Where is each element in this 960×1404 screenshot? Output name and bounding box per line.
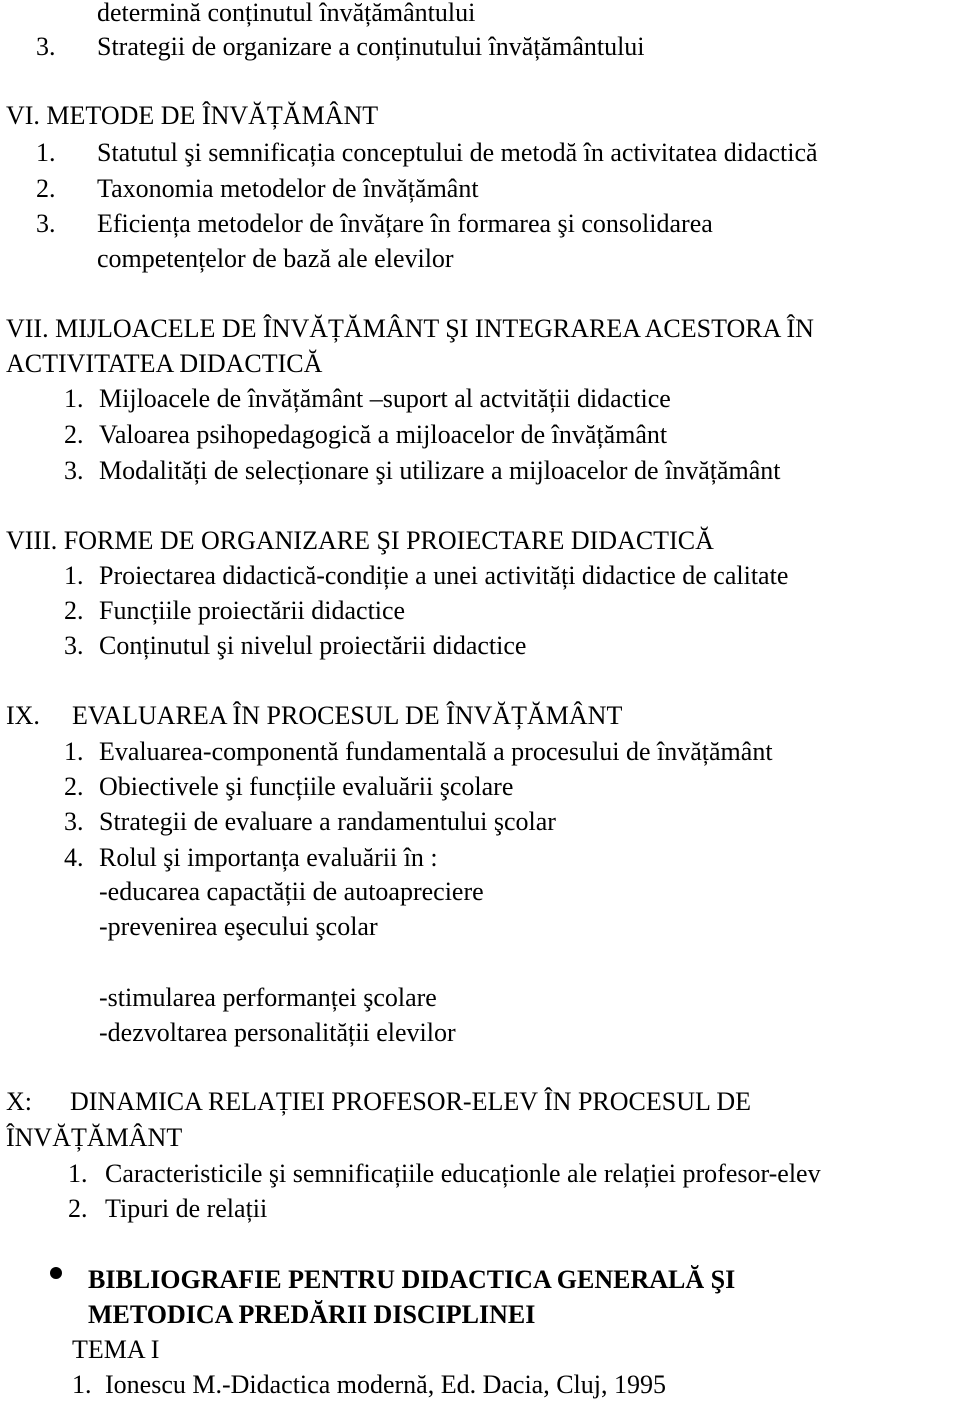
item-number: 3. [64,631,84,660]
sec8-heading: VIII. FORME DE ORGANIZARE ŞI PROIECTARE DIDACTICĂ [6,526,714,555]
item-text: Evaluarea-componentă fundamentală a procesului de învățământ [99,737,773,766]
sec9-subitem-4: -dezvoltarea personalității elevilor [99,1018,456,1047]
sec6-item-2 [36,172,479,206]
item-number: 3. [36,32,56,61]
item-text: Caracteristicile şi semnificațiile educaționle ale relației profesor-elev [105,1159,821,1188]
sec9-item-2 [64,770,513,804]
sec7-item-2 [64,418,667,452]
item-number: 3. [36,209,56,238]
item-text: Conținutul şi nivelul proiectării didactice [99,631,527,660]
sec9-subitem-3: -stimularea performanței şcolare [99,983,437,1012]
item-number: 1. [36,138,56,167]
sec5-item3 [36,30,645,64]
item-number: 4. [64,843,84,872]
item-text: Modalități de selecționare şi utilizare a mijloacelor de învățământ [99,456,781,485]
item-number: 2. [64,772,84,801]
sec10-item-1 [68,1157,821,1191]
sec9-title: EVALUAREA ÎN PROCESUL DE ÎNVĂȚĂMÂNT [72,701,623,730]
item-text: Obiectivele şi funcțiile evaluării şcolare [99,772,514,801]
item-text: Strategii de organizare a conținutului învățământului [97,32,645,61]
sec8-item-1 [64,559,788,593]
item-number: 2. [68,1194,88,1223]
sec6-item-3 [36,207,713,241]
sec5-item2-continuation: determină conținutul învățământului [97,0,476,27]
sec10-title: DINAMICA RELAȚIEI PROFESOR-ELEV ÎN PROCESUL DE [70,1087,752,1116]
bibliography-title-line1: BIBLIOGRAFIE PENTRU DIDACTICA GENERALĂ ŞI [88,1265,736,1294]
item-number: 1. [64,384,84,413]
sec10-heading-line2: ÎNVĂȚĂMÂNT [6,1123,183,1152]
item-text: Taxonomia metodelor de învățământ [97,174,479,203]
item-number: 1. [64,561,84,590]
sec6-item-3-continuation: competențelor de bază ale elevilor [97,244,454,273]
item-number: 1. [68,1159,88,1188]
item-number: 2. [64,596,84,625]
sec6-heading: VI. METODE DE ÎNVĂȚĂMÂNT [6,101,379,130]
ref-text: Ionescu M.-Didactica modernă, Ed. Dacia, Cluj, 1995 [105,1370,666,1399]
item-text: Statutul şi semnificația conceptului de metodă în activitatea didactică [97,138,818,167]
sec9-item-4 [64,841,438,875]
item-number: 2. [64,420,84,449]
item-number: 3. [64,807,84,836]
sec10-heading-line1 [6,1085,751,1119]
item-text: Rolul şi importanța evaluării în : [99,843,438,872]
item-text: Eficiența metodelor de învățare în formarea şi consolidarea [97,209,713,238]
item-text: Valoarea psihopedagogică a mijloacelor de învățământ [99,420,668,449]
sec7-heading-line2: ACTIVITATEA DIDACTICĂ [6,349,323,378]
item-text: Funcțiile proiectării didactice [99,596,406,625]
sec10-item-2 [68,1192,267,1226]
sec7-heading-line1: VII. MIJLOACELE DE ÎNVĂȚĂMÂNT ŞI INTEGRAREA ACESTORA ÎN [6,314,814,343]
sec9-item-1 [64,735,773,769]
bibliography-title-line2: METODICA PREDĂRII DISCIPLINEI [88,1300,536,1329]
sec9-item-3 [64,805,556,839]
item-text: Strategii de evaluare a randamentului şcolar [99,807,556,836]
sec7-item-1 [64,382,671,416]
item-number: 1. [64,737,84,766]
sec6-item-1 [36,136,818,170]
sec9-heading [6,699,622,733]
item-number: 3. [64,456,84,485]
sec9-subitem-1: -educarea capactății de autoapreciere [99,877,484,906]
sec7-item-3 [64,454,781,488]
sec9-subitem-2: -prevenirea eşecului şcolar [99,912,378,941]
bullet-icon [50,1267,62,1279]
sec9-roman: IX. [6,701,40,730]
item-text: Proiectarea didactică-condiție a unei activități didactice de calitate [99,561,789,590]
bibliography-ref-1 [72,1368,666,1402]
tema-label: TEMA I [72,1335,160,1364]
item-number: 2. [36,174,56,203]
ref-number: 1. [72,1370,92,1399]
item-text: Mijloacele de învățământ –suport al actvității didactice [99,384,671,413]
sec10-roman: X: [6,1087,32,1116]
item-text: Tipuri de relații [105,1194,268,1223]
sec8-item-2 [64,594,405,628]
sec8-item-3 [64,629,526,663]
